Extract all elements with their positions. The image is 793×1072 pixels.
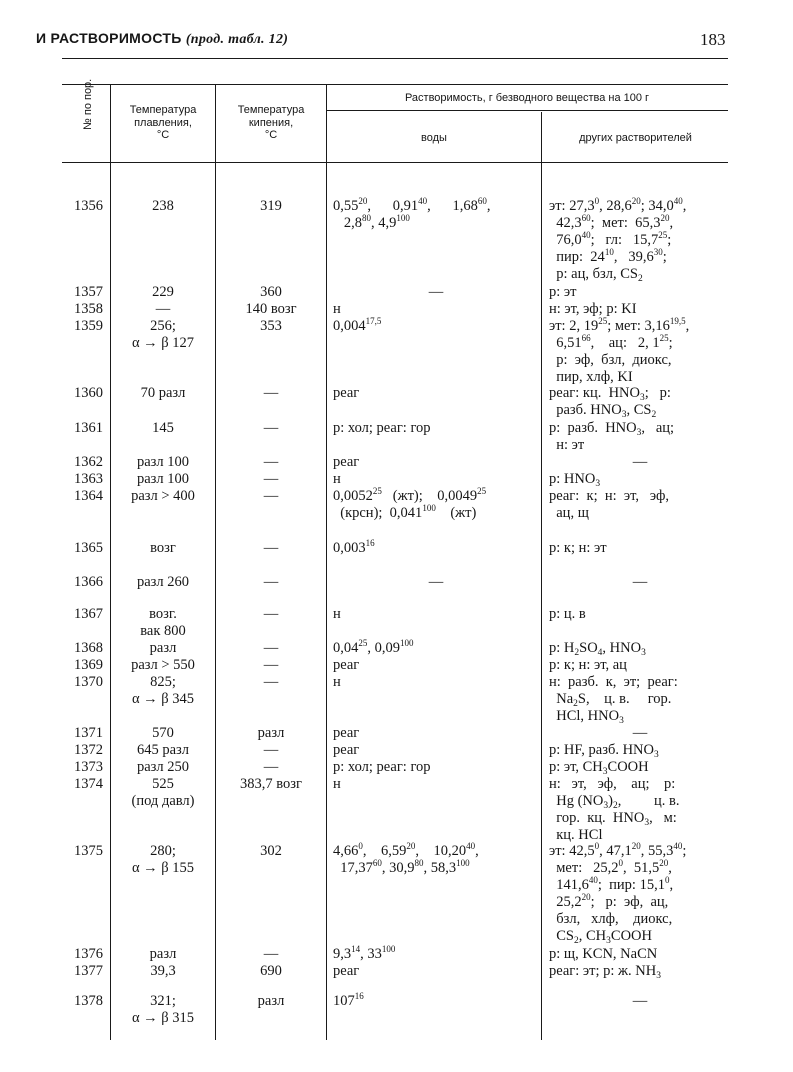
cell-mp: — <box>155 301 171 317</box>
cell-mp: α → β 155 <box>131 860 195 876</box>
row-number: 1378 <box>74 993 103 1009</box>
cell-water: $107^{16}$ <box>333 991 364 1009</box>
cell-bp: — <box>263 640 279 656</box>
cell-other: HCl, $HNO_3$ <box>549 708 624 726</box>
cell-water: 0,004$^{17,5}$ <box>333 316 382 334</box>
header-bottom-rule <box>62 162 728 163</box>
cell-bp: 383,7 возг <box>240 776 302 792</box>
cell-mp: возг <box>150 540 176 556</box>
cell-water: реаг <box>333 963 360 979</box>
cell-mp: 321; <box>150 993 176 1009</box>
row-number: 1359 <box>74 318 103 334</box>
cell-other: н: эт, эф, ац; р: <box>549 776 676 792</box>
cell-mp: вак 800 <box>140 623 186 639</box>
cell-bp: — <box>263 471 279 487</box>
cell-mp: 570 <box>152 725 174 741</box>
cell-other: $CS_2$, $CH_3COOH$ <box>549 928 652 946</box>
cell-other: мет: 25,2$^0$, 51,5$^{20}$, <box>549 858 672 876</box>
row-number: 1358 <box>74 301 103 317</box>
cell-water: 0,55$^{20}$, 0,91$^{40}$, 1,68$^{60}$, <box>333 196 491 214</box>
cell-bp: 319 <box>260 198 282 214</box>
row-number: 1371 <box>74 725 103 741</box>
header-number: № по пор. <box>82 78 94 130</box>
cell-bp: — <box>263 759 279 775</box>
col-divider-2 <box>215 84 216 1040</box>
row-number: 1375 <box>74 843 103 859</box>
cell-water: реаг <box>333 742 360 758</box>
cell-bp: — <box>263 657 279 673</box>
cell-water: (крсн); 0,041$^{100}$ (жт) <box>333 503 477 521</box>
header-boiling: Температура кипения, °С <box>237 104 305 141</box>
page-number: 183 <box>700 30 726 49</box>
cell-bp: — <box>263 674 279 690</box>
cell-bp: разл <box>257 993 285 1009</box>
cell-other: р: к; н: эт, ац <box>549 657 627 673</box>
cell-water: $9,3^{14}$, $33^{100}$ <box>333 944 396 962</box>
cell-mp: 70 разл <box>140 385 186 401</box>
cell-other: разб. $HNO_3$, $CS_2$ <box>549 402 657 420</box>
cell-other: пир: $24^{10}$, 39,6$^{30}$; <box>549 247 667 265</box>
solubility-rule <box>326 110 728 111</box>
cell-other: 141,6$^{40}$; пир: 15,1$^0$, <box>549 875 674 893</box>
cell-other: н: разб. к, эт; реаг: <box>549 674 678 690</box>
cell-water: 0,0052$^{25}$ (жт); 0,0049$^{25}$ <box>333 486 487 504</box>
cell-mp: 39,3 <box>150 963 176 979</box>
cell-other: эт: 2, $19^{25}$; мет: 3,16$^{19,5}$, <box>549 316 690 334</box>
cell-other: н: эт <box>549 437 585 453</box>
cell-bp: — <box>263 454 279 470</box>
header-water: воды <box>421 132 447 144</box>
cell-mp: 256; <box>150 318 176 334</box>
cell-other: р: HF, разб. $HNO_3$ <box>549 742 659 760</box>
cell-water: н <box>333 301 341 317</box>
cell-other: — <box>632 574 648 590</box>
cell-other: гор. кц. $HNO_3$, м: <box>549 810 677 828</box>
row-number: 1368 <box>74 640 103 656</box>
running-header <box>36 30 288 48</box>
cell-bp: 140 возг <box>245 301 297 317</box>
cell-mp: разл > 550 <box>131 657 195 673</box>
table-top-rule <box>62 84 728 85</box>
row-number: 1364 <box>74 488 103 504</box>
cell-other: р: к; н: эт <box>549 540 607 556</box>
row-number: 1374 <box>74 776 103 792</box>
row-number: 1373 <box>74 759 103 775</box>
cell-other: — <box>632 993 648 1009</box>
col-divider-3 <box>326 84 327 1040</box>
cell-mp: разл 260 <box>136 574 190 590</box>
header-other-solvents: других растворителей <box>579 132 692 144</box>
row-number: 1360 <box>74 385 103 401</box>
cell-other: эт: 42,5$^0$, 47,1$^{20}$, 55,3$^{40}$; <box>549 841 687 859</box>
cell-bp: — <box>263 574 279 590</box>
cell-mp: α → β 127 <box>131 335 195 351</box>
cell-mp: 238 <box>152 198 174 214</box>
cell-bp: — <box>263 742 279 758</box>
cell-water: реаг <box>333 385 360 401</box>
cell-other: — <box>632 454 648 470</box>
cell-bp: 360 <box>260 284 282 300</box>
cell-bp: — <box>263 540 279 556</box>
cell-mp: разл > 400 <box>131 488 195 504</box>
cell-water: н <box>333 606 341 622</box>
cell-other: бзл, хлф, диокс, <box>549 911 673 927</box>
row-number: 1372 <box>74 742 103 758</box>
cell-water: н <box>333 471 341 487</box>
cell-mp: разл 100 <box>136 454 190 470</box>
cell-other: 6,51$^{66}$, ац: 2, $1^{25}$; <box>549 333 673 351</box>
cell-other: кц. HCl <box>549 827 603 843</box>
cell-other: н: эт, эф; р: KI <box>549 301 637 317</box>
cell-mp: возг. <box>149 606 177 622</box>
row-number: 1377 <box>74 963 103 979</box>
cell-mp: 280; <box>150 843 176 859</box>
cell-other: р: эт, $CH_3COOH$ <box>549 759 649 777</box>
cell-water: 0,04$^{25}$, 0,09$^{100}$ <box>333 638 414 656</box>
cell-water: реаг <box>333 454 360 470</box>
cell-other: 76,0$^{40}$; гл: 15,7$^{25}$; <box>549 230 672 248</box>
cell-mp: 825; <box>150 674 176 690</box>
cell-bp: — <box>263 385 279 401</box>
cell-water: 17,37$^{60}$, 30,9$^{80}$, 58,3$^{100}$ <box>333 858 470 876</box>
header-melting: Температура плавления, °С <box>129 104 197 141</box>
cell-water: — <box>428 574 444 590</box>
cell-other: р: эф, бзл, диокс, <box>549 352 672 368</box>
cell-water: 0,003$^{16}$ <box>333 538 375 556</box>
cell-other: р: ац, бзл, $CS_2$ <box>549 266 643 284</box>
row-number: 1356 <box>74 198 103 214</box>
cell-other: р: эт <box>549 284 577 300</box>
cell-water: реаг <box>333 657 360 673</box>
running-header-title: И РАСТВОРИМОСТЬ <box>36 30 182 46</box>
cell-bp: разл <box>257 725 285 741</box>
cell-other: $Na_2S$, ц. в. гор. <box>549 691 672 709</box>
cell-other: эт: 27,3$^0$, 28,6$^{20}$; 34,0$^{40}$, <box>549 196 687 214</box>
cell-other: реаг: эт; р: ж. $NH_3$ <box>549 963 661 981</box>
cell-other: Hg $(NO_3)_2$, ц. в. <box>549 793 680 811</box>
cell-mp: разл 100 <box>136 471 190 487</box>
cell-other: р: ц. в <box>549 606 586 622</box>
cell-mp: 229 <box>152 284 174 300</box>
cell-mp: разл 250 <box>136 759 190 775</box>
cell-other: пир, хлф, KI <box>549 369 633 385</box>
row-number: 1362 <box>74 454 103 470</box>
cell-other: 42,3$^{60}$; мет: 65,3$^{20}$, <box>549 213 674 231</box>
cell-other: р: $HNO_3$ <box>549 471 601 489</box>
cell-bp: — <box>263 488 279 504</box>
row-number: 1361 <box>74 420 103 436</box>
row-number: 1370 <box>74 674 103 690</box>
row-number: 1369 <box>74 657 103 673</box>
header-solubility: Растворимость, г безводного вещества на 100 г <box>404 92 650 104</box>
cell-bp: — <box>263 606 279 622</box>
row-number: 1366 <box>74 574 103 590</box>
cell-other: р: щ, KCN, NaCN <box>549 946 658 962</box>
cell-other: р: $H_2SO_4$, $HNO_3$ <box>549 640 646 658</box>
cell-bp: — <box>263 420 279 436</box>
cell-water: 4,66$^0$, 6,59$^{20}$, 10,20$^{40}$, <box>333 841 479 859</box>
cell-water: р: хол; реаг: гор <box>333 759 431 775</box>
cell-mp: разл <box>149 946 177 962</box>
cell-bp: — <box>263 946 279 962</box>
col-divider-4 <box>541 112 542 1040</box>
cell-bp: 353 <box>260 318 282 334</box>
cell-other: реаг: кц. $HNO_3$; р: <box>549 385 671 403</box>
cell-mp: 145 <box>152 420 174 436</box>
row-number: 1365 <box>74 540 103 556</box>
cell-mp: (под давл) <box>131 793 195 809</box>
cell-water: н <box>333 776 341 792</box>
cell-other: 25,2$^{20}$; р: эф, ац, <box>549 892 669 910</box>
cell-other: ац, щ <box>549 505 589 521</box>
cell-water: р: хол; реаг: гор <box>333 420 431 436</box>
cell-other: реаг: к; н: эт, эф, <box>549 488 670 504</box>
cell-water: н <box>333 674 341 690</box>
col-divider-1 <box>110 84 111 1040</box>
row-number: 1367 <box>74 606 103 622</box>
cell-mp: 645 разл <box>136 742 190 758</box>
cell-water: реаг <box>333 725 360 741</box>
cell-bp: 690 <box>260 963 282 979</box>
cell-mp: α → β 345 <box>131 691 195 707</box>
cell-mp: α → β 315 <box>131 1010 195 1026</box>
row-number: 1376 <box>74 946 103 962</box>
cell-bp: 302 <box>260 843 282 859</box>
cell-water: — <box>428 284 444 300</box>
running-header-continuation: (прод. табл. 12) <box>185 32 289 47</box>
row-number: 1363 <box>74 471 103 487</box>
cell-other: — <box>632 725 648 741</box>
cell-other: р: разб. $HNO_3$, ац; <box>549 420 675 438</box>
row-number: 1357 <box>74 284 103 300</box>
cell-mp: разл <box>149 640 177 656</box>
cell-water: $2,8^{80}$, $4,9^{100}$ <box>333 213 410 231</box>
header-rule <box>62 58 728 59</box>
cell-mp: 525 <box>152 776 174 792</box>
